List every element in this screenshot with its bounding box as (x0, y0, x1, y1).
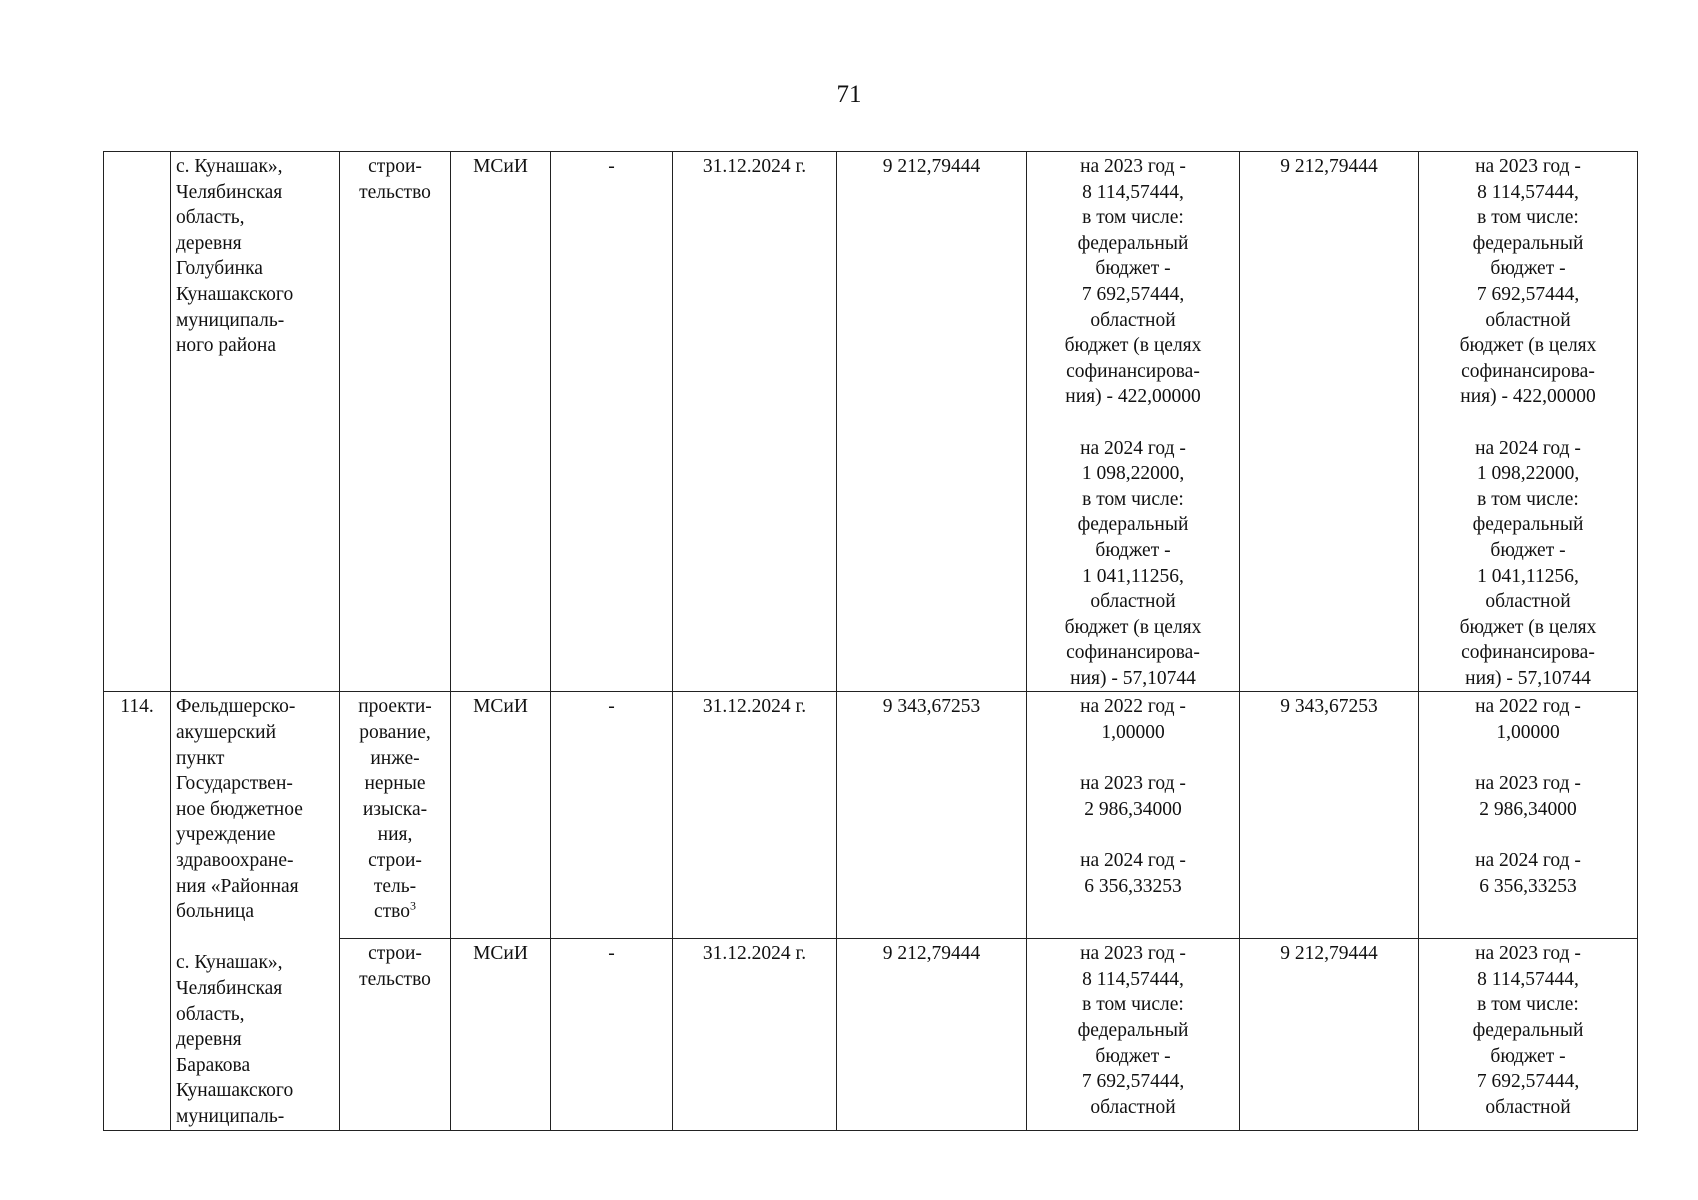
estimated-cost-2: 9 212,79444 (1240, 939, 1419, 1130)
financing-by-year: на 2022 год - 1,00000 на 2023 год - 2 986,34000 на 2024 год - 6 356,33253 (1027, 692, 1240, 939)
footnote-mark: 3 (410, 898, 416, 913)
estimated-cost: 9 212,79444 (837, 939, 1027, 1130)
financing-by-year: на 2023 год - 8 114,57444, в том числе: федеральный бюджет - 7 692,57444, областной бюджет (в целях софинансирова- ния) - 422,00000 на 2024 год - 1 098,22000, в том числе: федеральный бюджет - 1 041,11256, областной бюджет (в целях софинансирова- ния) - 57,10744 (1027, 152, 1240, 692)
work-type-text: проекти- рование, инже- нерные изыска- ния, строи- тель- ство (358, 696, 432, 923)
row-number: 114. (104, 692, 171, 1130)
work-type: строи- тельство (340, 939, 451, 1130)
estimated-cost-2: 9 212,79444 (1240, 152, 1419, 692)
placeholder-dash: - (551, 692, 673, 939)
customer: МСиИ (451, 939, 551, 1130)
page-number: 71 (836, 81, 862, 108)
completion-date: 31.12.2024 г. (673, 692, 837, 939)
work-type (340, 692, 451, 939)
table-row (104, 692, 1638, 939)
estimated-cost-2: 9 343,67253 (1240, 692, 1419, 939)
placeholder-dash: - (551, 152, 673, 692)
customer: МСиИ (451, 692, 551, 939)
estimated-cost: 9 212,79444 (837, 152, 1027, 692)
customer: МСиИ (451, 152, 551, 692)
table-row (104, 152, 1638, 692)
work-type: строи- тельство (340, 152, 451, 692)
financing-by-year-2: на 2023 год - 8 114,57444, в том числе: федеральный бюджет - 7 692,57444, областной бюджет (в целях софинансирова- ния) - 422,00000 на 2024 год - 1 098,22000, в том числе: федеральный бюджет - 1 041,11256, областной бюджет (в целях софинансирова- ния) - 57,10744 (1419, 152, 1638, 692)
financing-by-year: на 2023 год - 8 114,57444, в том числе: федеральный бюджет - 7 692,57444, областной (1027, 939, 1240, 1130)
estimated-cost: 9 343,67253 (837, 692, 1027, 939)
completion-date: 31.12.2024 г. (673, 939, 837, 1130)
placeholder-dash: - (551, 939, 673, 1130)
financing-by-year-2: на 2023 год - 8 114,57444, в том числе: федеральный бюджет - 7 692,57444, областной (1419, 939, 1638, 1130)
object-name: с. Кунашак», Челябинская область, деревня Голубинка Кунашакского муниципаль- ного района (171, 152, 340, 692)
financing-by-year-2: на 2022 год - 1,00000 на 2023 год - 2 986,34000 на 2024 год - 6 356,33253 (1419, 692, 1638, 939)
completion-date: 31.12.2024 г. (673, 152, 837, 692)
object-name: Фельдшерско- акушерский пункт Государствен- ное бюджетное учреждение здравоохране- ния «Районная больница с. Кунашак», Челябинская область, деревня Баракова Кунашакского муниципаль- (171, 692, 340, 1130)
row-number (104, 152, 171, 692)
object-table (103, 151, 1638, 1131)
